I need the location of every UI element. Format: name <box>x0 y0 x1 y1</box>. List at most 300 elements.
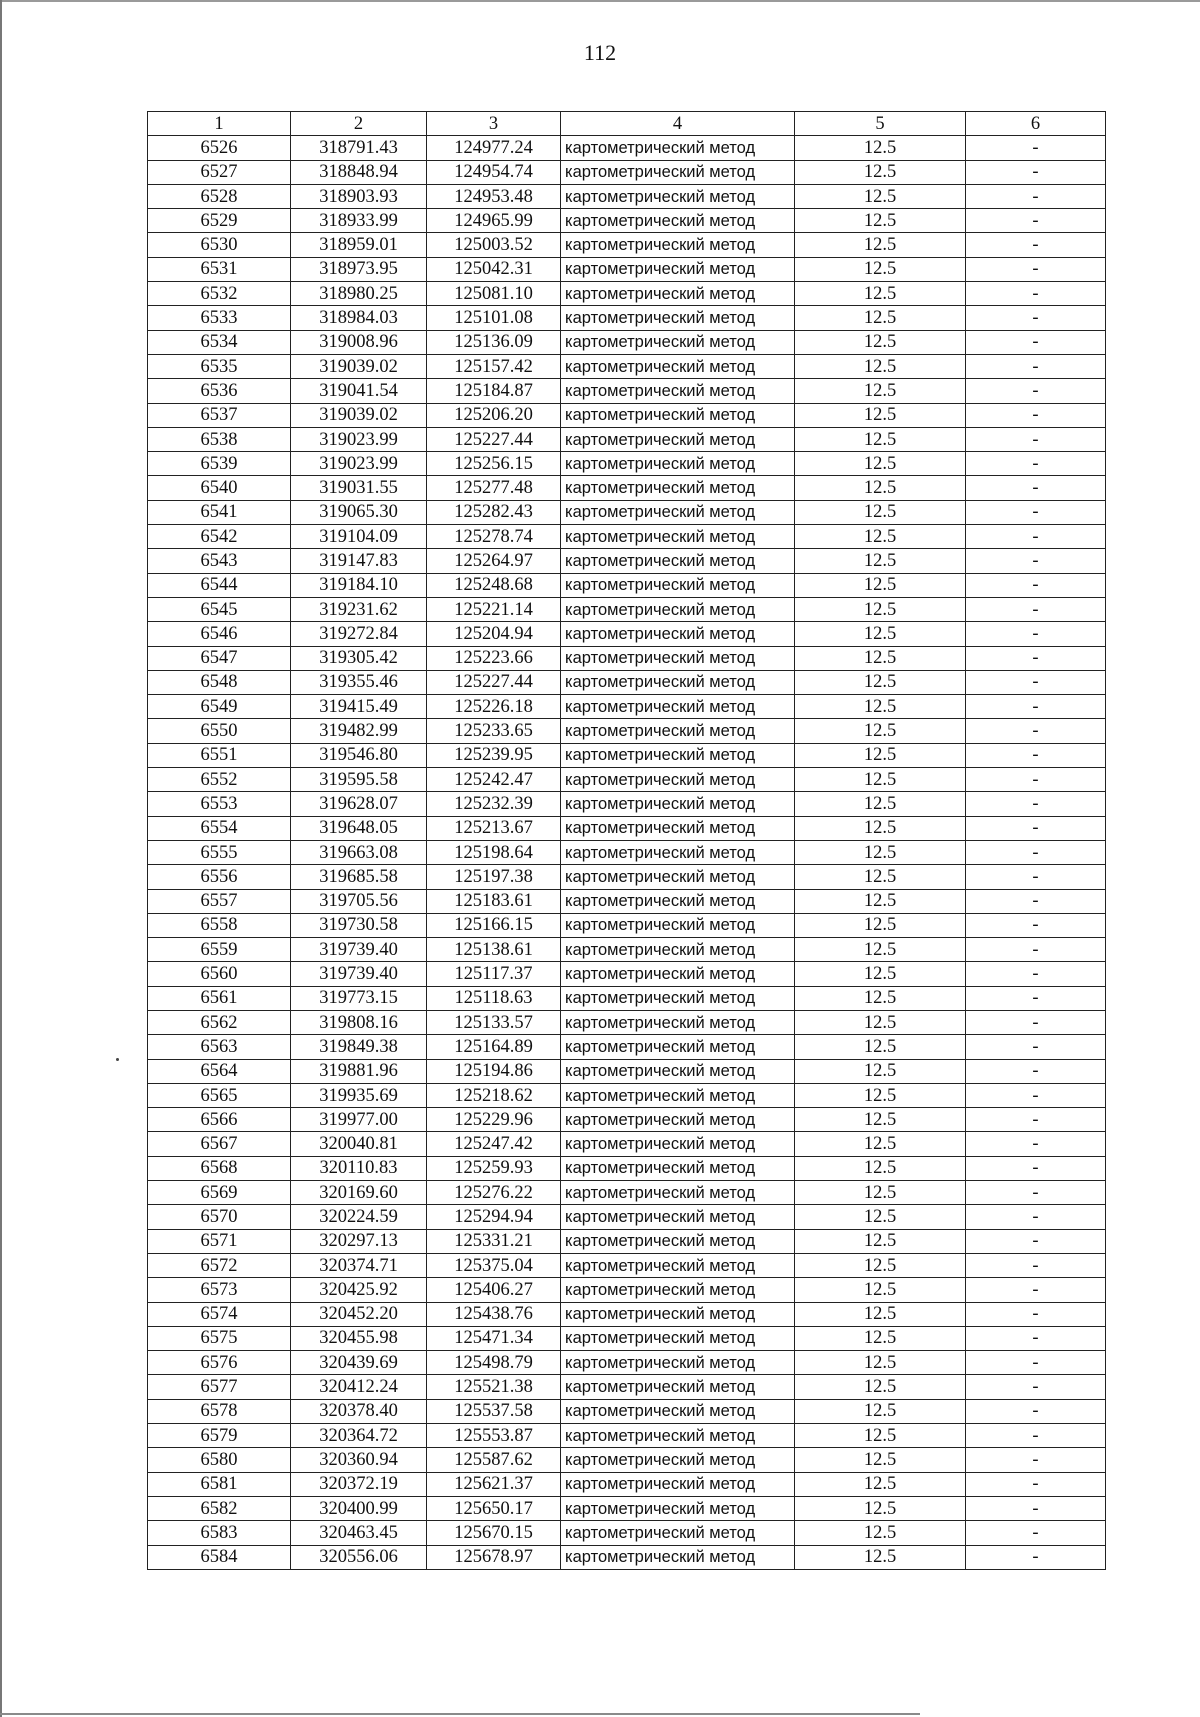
note-cell: - <box>966 1351 1106 1375</box>
y-coordinate-cell: 125282.43 <box>427 500 561 524</box>
point-number-cell: 6571 <box>148 1229 291 1253</box>
note-cell: - <box>966 1205 1106 1229</box>
method-cell: картометрический метод <box>561 1351 795 1375</box>
table-row <box>148 573 1106 597</box>
method-cell: картометрический метод <box>561 1229 795 1253</box>
x-coordinate-cell: 319881.96 <box>291 1059 427 1083</box>
y-coordinate-cell: 125204.94 <box>427 622 561 646</box>
header-col-5: 5 <box>795 112 966 136</box>
y-coordinate-cell: 124954.74 <box>427 160 561 184</box>
point-number-cell: 6534 <box>148 330 291 354</box>
accuracy-cell: 12.5 <box>795 670 966 694</box>
y-coordinate-cell: 125232.39 <box>427 792 561 816</box>
table-row <box>148 1496 1106 1520</box>
point-number-cell: 6584 <box>148 1545 291 1569</box>
y-coordinate-cell: 125133.57 <box>427 1010 561 1034</box>
x-coordinate-cell: 319648.05 <box>291 816 427 840</box>
y-coordinate-cell: 125239.95 <box>427 743 561 767</box>
accuracy-cell: 12.5 <box>795 889 966 913</box>
note-cell: - <box>966 986 1106 1010</box>
y-coordinate-cell: 125248.68 <box>427 573 561 597</box>
point-number-cell: 6543 <box>148 549 291 573</box>
x-coordinate-cell: 319482.99 <box>291 719 427 743</box>
note-cell: - <box>966 500 1106 524</box>
table-row <box>148 1181 1106 1205</box>
note-cell: - <box>966 257 1106 281</box>
method-cell: картометрический метод <box>561 525 795 549</box>
accuracy-cell: 12.5 <box>795 938 966 962</box>
x-coordinate-cell: 318933.99 <box>291 209 427 233</box>
method-cell: картометрический метод <box>561 136 795 160</box>
y-coordinate-cell: 125081.10 <box>427 282 561 306</box>
point-number-cell: 6526 <box>148 136 291 160</box>
method-cell: картометрический метод <box>561 476 795 500</box>
table-row <box>148 913 1106 937</box>
table-row <box>148 282 1106 306</box>
table-header-row <box>148 112 1106 136</box>
table-row <box>148 622 1106 646</box>
point-number-cell: 6557 <box>148 889 291 913</box>
note-cell: - <box>966 549 1106 573</box>
y-coordinate-cell: 124953.48 <box>427 184 561 208</box>
method-cell: картометрический метод <box>561 768 795 792</box>
accuracy-cell: 12.5 <box>795 1302 966 1326</box>
table-row <box>148 330 1106 354</box>
table-row <box>148 646 1106 670</box>
x-coordinate-cell: 318984.03 <box>291 306 427 330</box>
accuracy-cell: 12.5 <box>795 306 966 330</box>
method-cell: картометрический метод <box>561 695 795 719</box>
point-number-cell: 6559 <box>148 938 291 962</box>
accuracy-cell: 12.5 <box>795 573 966 597</box>
accuracy-cell: 12.5 <box>795 257 966 281</box>
note-cell: - <box>966 889 1106 913</box>
point-number-cell: 6552 <box>148 768 291 792</box>
table-row <box>148 1278 1106 1302</box>
x-coordinate-cell: 318959.01 <box>291 233 427 257</box>
method-cell: картометрический метод <box>561 209 795 233</box>
y-coordinate-cell: 125247.42 <box>427 1132 561 1156</box>
note-cell: - <box>966 1496 1106 1520</box>
point-number-cell: 6533 <box>148 306 291 330</box>
accuracy-cell: 12.5 <box>795 986 966 1010</box>
point-number-cell: 6581 <box>148 1472 291 1496</box>
point-number-cell: 6579 <box>148 1424 291 1448</box>
note-cell: - <box>966 452 1106 476</box>
method-cell: картометрический метод <box>561 670 795 694</box>
method-cell: картометрический метод <box>561 597 795 621</box>
accuracy-cell: 12.5 <box>795 622 966 646</box>
table-row <box>148 354 1106 378</box>
method-cell: картометрический метод <box>561 233 795 257</box>
method-cell: картометрический метод <box>561 282 795 306</box>
point-number-cell: 6540 <box>148 476 291 500</box>
x-coordinate-cell: 320110.83 <box>291 1156 427 1180</box>
accuracy-cell: 12.5 <box>795 962 966 986</box>
point-number-cell: 6561 <box>148 986 291 1010</box>
table-row <box>148 840 1106 864</box>
method-cell: картометрический метод <box>561 1448 795 1472</box>
table-row <box>148 1399 1106 1423</box>
accuracy-cell: 12.5 <box>795 865 966 889</box>
x-coordinate-cell: 320378.40 <box>291 1399 427 1423</box>
table-row <box>148 1108 1106 1132</box>
point-number-cell: 6547 <box>148 646 291 670</box>
accuracy-cell: 12.5 <box>795 1059 966 1083</box>
point-number-cell: 6565 <box>148 1083 291 1107</box>
x-coordinate-cell: 320169.60 <box>291 1181 427 1205</box>
x-coordinate-cell: 319685.58 <box>291 865 427 889</box>
note-cell: - <box>966 913 1106 937</box>
accuracy-cell: 12.5 <box>795 816 966 840</box>
note-cell: - <box>966 330 1106 354</box>
y-coordinate-cell: 125218.62 <box>427 1083 561 1107</box>
accuracy-cell: 12.5 <box>795 1205 966 1229</box>
method-cell: картометрический метод <box>561 379 795 403</box>
accuracy-cell: 12.5 <box>795 597 966 621</box>
table-row <box>148 1448 1106 1472</box>
accuracy-cell: 12.5 <box>795 913 966 937</box>
y-coordinate-cell: 125521.38 <box>427 1375 561 1399</box>
accuracy-cell: 12.5 <box>795 330 966 354</box>
point-number-cell: 6549 <box>148 695 291 719</box>
method-cell: картометрический метод <box>561 889 795 913</box>
table-row <box>148 184 1106 208</box>
x-coordinate-cell: 320556.06 <box>291 1545 427 1569</box>
accuracy-cell: 12.5 <box>795 184 966 208</box>
x-coordinate-cell: 319305.42 <box>291 646 427 670</box>
method-cell: картометрический метод <box>561 1010 795 1034</box>
accuracy-cell: 12.5 <box>795 1472 966 1496</box>
accuracy-cell: 12.5 <box>795 792 966 816</box>
x-coordinate-cell: 319039.02 <box>291 354 427 378</box>
x-coordinate-cell: 320463.45 <box>291 1521 427 1545</box>
point-number-cell: 6575 <box>148 1326 291 1350</box>
table-row <box>148 670 1106 694</box>
note-cell: - <box>966 525 1106 549</box>
x-coordinate-cell: 319739.40 <box>291 962 427 986</box>
note-cell: - <box>966 1375 1106 1399</box>
y-coordinate-cell: 125621.37 <box>427 1472 561 1496</box>
table-row <box>148 1059 1106 1083</box>
y-coordinate-cell: 125194.86 <box>427 1059 561 1083</box>
note-cell: - <box>966 1035 1106 1059</box>
method-cell: картометрический метод <box>561 1059 795 1083</box>
y-coordinate-cell: 125375.04 <box>427 1253 561 1277</box>
y-coordinate-cell: 125227.44 <box>427 670 561 694</box>
x-coordinate-cell: 319031.55 <box>291 476 427 500</box>
accuracy-cell: 12.5 <box>795 282 966 306</box>
note-cell: - <box>966 962 1106 986</box>
point-number-cell: 6582 <box>148 1496 291 1520</box>
table-row <box>148 743 1106 767</box>
point-number-cell: 6530 <box>148 233 291 257</box>
y-coordinate-cell: 125229.96 <box>427 1108 561 1132</box>
x-coordinate-cell: 319039.02 <box>291 403 427 427</box>
method-cell: картометрический метод <box>561 1253 795 1277</box>
note-cell: - <box>966 1229 1106 1253</box>
table-row <box>148 306 1106 330</box>
y-coordinate-cell: 125294.94 <box>427 1205 561 1229</box>
x-coordinate-cell: 318848.94 <box>291 160 427 184</box>
note-cell: - <box>966 1326 1106 1350</box>
table-row <box>148 986 1106 1010</box>
method-cell: картометрический метод <box>561 184 795 208</box>
x-coordinate-cell: 319065.30 <box>291 500 427 524</box>
y-coordinate-cell: 125221.14 <box>427 597 561 621</box>
table-row <box>148 816 1106 840</box>
point-number-cell: 6568 <box>148 1156 291 1180</box>
table-row <box>148 209 1106 233</box>
x-coordinate-cell: 320364.72 <box>291 1424 427 1448</box>
x-coordinate-cell: 318791.43 <box>291 136 427 160</box>
method-cell: картометрический метод <box>561 1108 795 1132</box>
y-coordinate-cell: 125118.63 <box>427 986 561 1010</box>
y-coordinate-cell: 125136.09 <box>427 330 561 354</box>
table-row <box>148 257 1106 281</box>
accuracy-cell: 12.5 <box>795 379 966 403</box>
y-coordinate-cell: 125438.76 <box>427 1302 561 1326</box>
note-cell: - <box>966 1083 1106 1107</box>
method-cell: картометрический метод <box>561 1278 795 1302</box>
accuracy-cell: 12.5 <box>795 719 966 743</box>
note-cell: - <box>966 282 1106 306</box>
accuracy-cell: 12.5 <box>795 743 966 767</box>
accuracy-cell: 12.5 <box>795 840 966 864</box>
scan-edge-bottom <box>0 1713 920 1715</box>
coordinates-table <box>147 111 1106 1570</box>
note-cell: - <box>966 573 1106 597</box>
method-cell: картометрический метод <box>561 160 795 184</box>
note-cell: - <box>966 597 1106 621</box>
y-coordinate-cell: 125498.79 <box>427 1351 561 1375</box>
point-number-cell: 6574 <box>148 1302 291 1326</box>
y-coordinate-cell: 125166.15 <box>427 913 561 937</box>
accuracy-cell: 12.5 <box>795 1326 966 1350</box>
x-coordinate-cell: 319231.62 <box>291 597 427 621</box>
y-coordinate-cell: 125042.31 <box>427 257 561 281</box>
accuracy-cell: 12.5 <box>795 1448 966 1472</box>
point-number-cell: 6560 <box>148 962 291 986</box>
note-cell: - <box>966 1521 1106 1545</box>
accuracy-cell: 12.5 <box>795 427 966 451</box>
header-col-2: 2 <box>291 112 427 136</box>
point-number-cell: 6580 <box>148 1448 291 1472</box>
note-cell: - <box>966 306 1106 330</box>
x-coordinate-cell: 319663.08 <box>291 840 427 864</box>
point-number-cell: 6572 <box>148 1253 291 1277</box>
x-coordinate-cell: 319023.99 <box>291 452 427 476</box>
accuracy-cell: 12.5 <box>795 476 966 500</box>
table-row <box>148 427 1106 451</box>
table-row <box>148 379 1106 403</box>
accuracy-cell: 12.5 <box>795 549 966 573</box>
x-coordinate-cell: 320425.92 <box>291 1278 427 1302</box>
point-number-cell: 6558 <box>148 913 291 937</box>
x-coordinate-cell: 319008.96 <box>291 330 427 354</box>
x-coordinate-cell: 320400.99 <box>291 1496 427 1520</box>
x-coordinate-cell: 320040.81 <box>291 1132 427 1156</box>
accuracy-cell: 12.5 <box>795 1181 966 1205</box>
method-cell: картометрический метод <box>561 962 795 986</box>
note-cell: - <box>966 1472 1106 1496</box>
note-cell: - <box>966 1059 1106 1083</box>
method-cell: картометрический метод <box>561 354 795 378</box>
accuracy-cell: 12.5 <box>795 1253 966 1277</box>
note-cell: - <box>966 865 1106 889</box>
method-cell: картометрический метод <box>561 330 795 354</box>
point-number-cell: 6551 <box>148 743 291 767</box>
method-cell: картометрический метод <box>561 646 795 670</box>
note-cell: - <box>966 1545 1106 1569</box>
note-cell: - <box>966 427 1106 451</box>
note-cell: - <box>966 1448 1106 1472</box>
table-row <box>148 160 1106 184</box>
header-col-6: 6 <box>966 112 1106 136</box>
x-coordinate-cell: 319808.16 <box>291 1010 427 1034</box>
note-cell: - <box>966 646 1106 670</box>
y-coordinate-cell: 125197.38 <box>427 865 561 889</box>
table-row <box>148 1351 1106 1375</box>
scan-speck <box>116 1058 119 1061</box>
x-coordinate-cell: 319041.54 <box>291 379 427 403</box>
x-coordinate-cell: 320297.13 <box>291 1229 427 1253</box>
x-coordinate-cell: 320452.20 <box>291 1302 427 1326</box>
method-cell: картометрический метод <box>561 792 795 816</box>
y-coordinate-cell: 125537.58 <box>427 1399 561 1423</box>
table-row <box>148 1424 1106 1448</box>
y-coordinate-cell: 125406.27 <box>427 1278 561 1302</box>
y-coordinate-cell: 125259.93 <box>427 1156 561 1180</box>
x-coordinate-cell: 319415.49 <box>291 695 427 719</box>
note-cell: - <box>966 743 1106 767</box>
table-body <box>148 136 1106 1570</box>
table-row <box>148 1156 1106 1180</box>
note-cell: - <box>966 792 1106 816</box>
method-cell: картометрический метод <box>561 743 795 767</box>
accuracy-cell: 12.5 <box>795 1010 966 1034</box>
point-number-cell: 6538 <box>148 427 291 451</box>
scan-edge-top <box>0 0 1200 2</box>
accuracy-cell: 12.5 <box>795 500 966 524</box>
x-coordinate-cell: 320374.71 <box>291 1253 427 1277</box>
method-cell: картометрический метод <box>561 719 795 743</box>
table-row <box>148 525 1106 549</box>
x-coordinate-cell: 319739.40 <box>291 938 427 962</box>
point-number-cell: 6554 <box>148 816 291 840</box>
y-coordinate-cell: 125276.22 <box>427 1181 561 1205</box>
point-number-cell: 6583 <box>148 1521 291 1545</box>
note-cell: - <box>966 1253 1106 1277</box>
table-row <box>148 500 1106 524</box>
method-cell: картометрический метод <box>561 865 795 889</box>
x-coordinate-cell: 319849.38 <box>291 1035 427 1059</box>
accuracy-cell: 12.5 <box>795 1156 966 1180</box>
point-number-cell: 6573 <box>148 1278 291 1302</box>
y-coordinate-cell: 125264.97 <box>427 549 561 573</box>
method-cell: картометрический метод <box>561 452 795 476</box>
point-number-cell: 6556 <box>148 865 291 889</box>
table-row <box>148 1326 1106 1350</box>
x-coordinate-cell: 319935.69 <box>291 1083 427 1107</box>
method-cell: картометрический метод <box>561 913 795 937</box>
x-coordinate-cell: 318980.25 <box>291 282 427 306</box>
note-cell: - <box>966 209 1106 233</box>
method-cell: картометрический метод <box>561 1521 795 1545</box>
accuracy-cell: 12.5 <box>795 160 966 184</box>
method-cell: картометрический метод <box>561 986 795 1010</box>
table-row <box>148 1545 1106 1569</box>
y-coordinate-cell: 125164.89 <box>427 1035 561 1059</box>
accuracy-cell: 12.5 <box>795 403 966 427</box>
table-row <box>148 1205 1106 1229</box>
accuracy-cell: 12.5 <box>795 695 966 719</box>
accuracy-cell: 12.5 <box>795 1399 966 1423</box>
note-cell: - <box>966 1132 1106 1156</box>
note-cell: - <box>966 476 1106 500</box>
accuracy-cell: 12.5 <box>795 1351 966 1375</box>
y-coordinate-cell: 125184.87 <box>427 379 561 403</box>
y-coordinate-cell: 124965.99 <box>427 209 561 233</box>
point-number-cell: 6537 <box>148 403 291 427</box>
point-number-cell: 6528 <box>148 184 291 208</box>
note-cell: - <box>966 768 1106 792</box>
x-coordinate-cell: 318903.93 <box>291 184 427 208</box>
x-coordinate-cell: 319977.00 <box>291 1108 427 1132</box>
method-cell: картометрический метод <box>561 1302 795 1326</box>
method-cell: картометрический метод <box>561 573 795 597</box>
table-row <box>148 452 1106 476</box>
method-cell: картометрический метод <box>561 306 795 330</box>
y-coordinate-cell: 125157.42 <box>427 354 561 378</box>
method-cell: картометрический метод <box>561 622 795 646</box>
accuracy-cell: 12.5 <box>795 136 966 160</box>
header-col-4: 4 <box>561 112 795 136</box>
table-row <box>148 1083 1106 1107</box>
table-row <box>148 1302 1106 1326</box>
note-cell: - <box>966 233 1106 257</box>
x-coordinate-cell: 319628.07 <box>291 792 427 816</box>
method-cell: картометрический метод <box>561 1472 795 1496</box>
accuracy-cell: 12.5 <box>795 646 966 670</box>
method-cell: картометрический метод <box>561 1181 795 1205</box>
y-coordinate-cell: 125587.62 <box>427 1448 561 1472</box>
point-number-cell: 6536 <box>148 379 291 403</box>
x-coordinate-cell: 320372.19 <box>291 1472 427 1496</box>
note-cell: - <box>966 184 1106 208</box>
method-cell: картометрический метод <box>561 257 795 281</box>
accuracy-cell: 12.5 <box>795 1375 966 1399</box>
point-number-cell: 6529 <box>148 209 291 233</box>
x-coordinate-cell: 319104.09 <box>291 525 427 549</box>
table-row <box>148 1375 1106 1399</box>
method-cell: картометрический метод <box>561 1399 795 1423</box>
table-row <box>148 597 1106 621</box>
note-cell: - <box>966 695 1106 719</box>
table-row <box>148 792 1106 816</box>
table-row <box>148 1010 1106 1034</box>
y-coordinate-cell: 125233.65 <box>427 719 561 743</box>
y-coordinate-cell: 125117.37 <box>427 962 561 986</box>
point-number-cell: 6527 <box>148 160 291 184</box>
method-cell: картометрический метод <box>561 500 795 524</box>
point-number-cell: 6532 <box>148 282 291 306</box>
method-cell: картометрический метод <box>561 1156 795 1180</box>
note-cell: - <box>966 622 1106 646</box>
y-coordinate-cell: 125678.97 <box>427 1545 561 1569</box>
y-coordinate-cell: 125138.61 <box>427 938 561 962</box>
note-cell: - <box>966 719 1106 743</box>
